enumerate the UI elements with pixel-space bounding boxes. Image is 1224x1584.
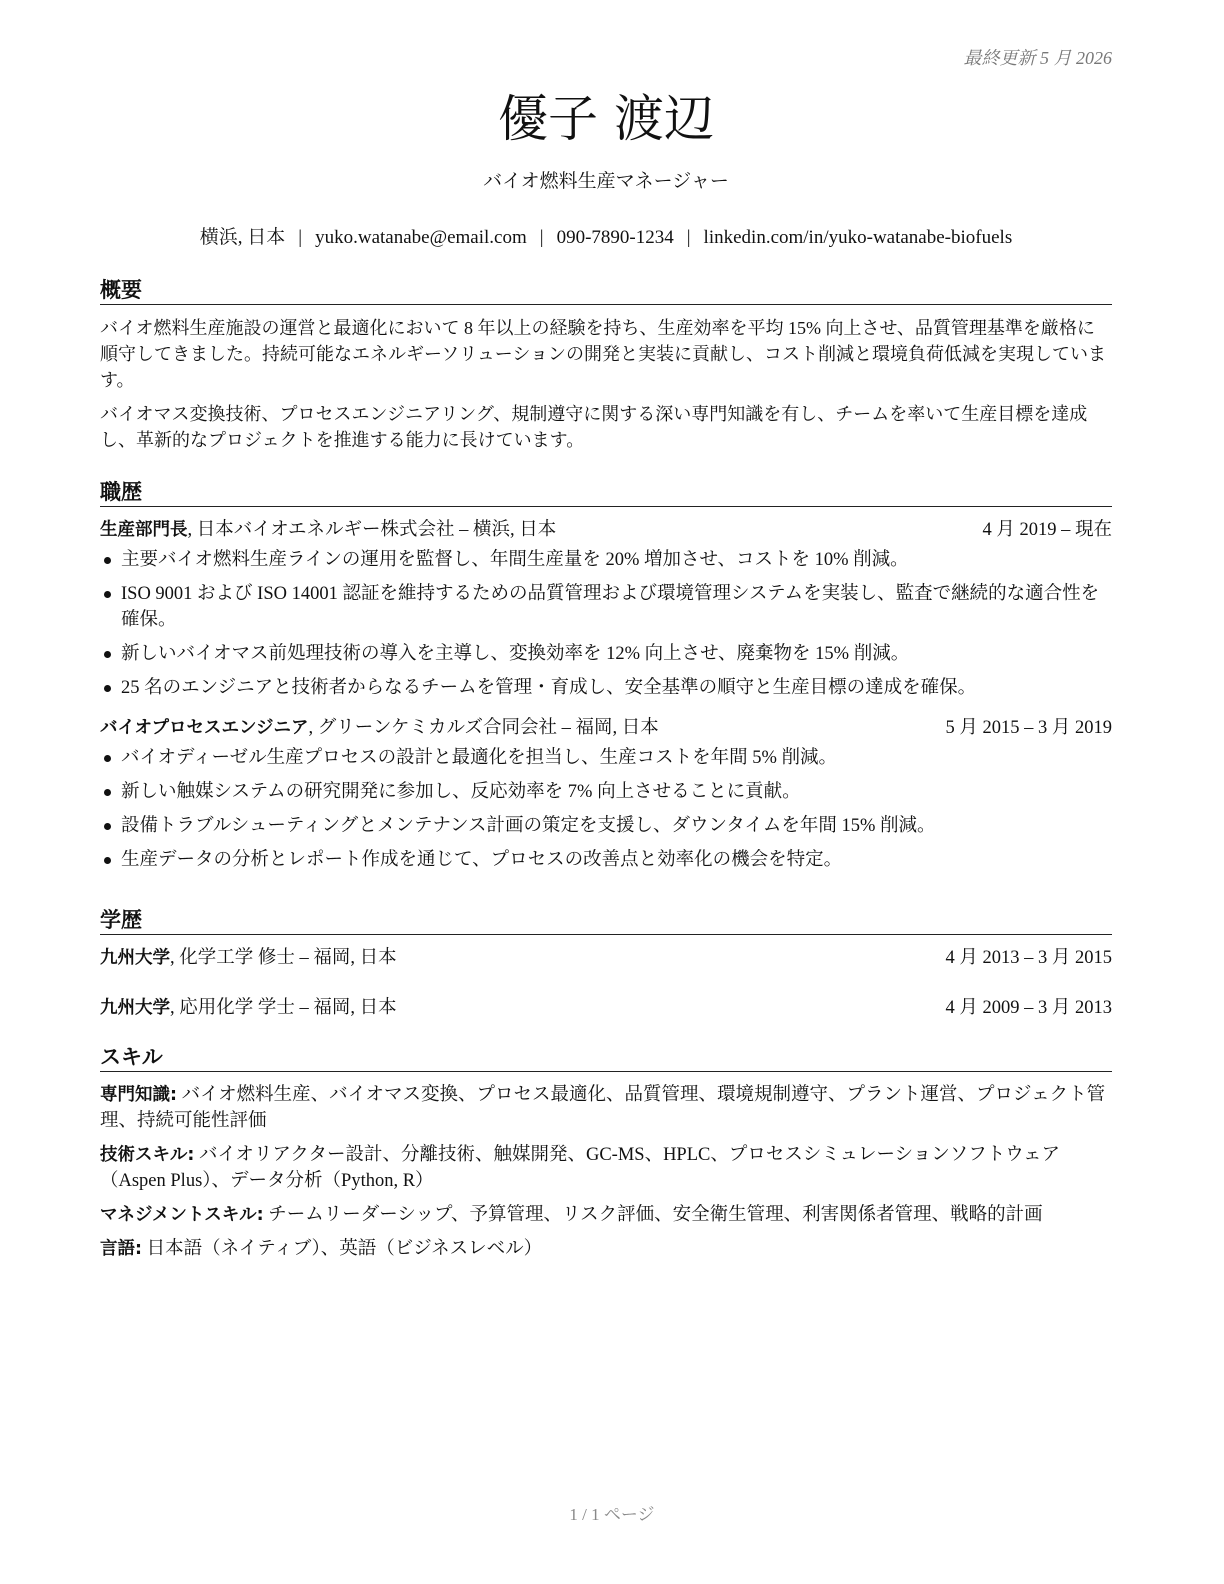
job-bullets	[100, 547, 1112, 701]
contact-location: 横浜, 日本	[199, 227, 286, 248]
skill-line	[100, 1236, 1112, 1262]
education-entry	[100, 945, 1112, 971]
skill-label: 専門知識:	[100, 1085, 177, 1105]
job-role: バイオプロセスエンジニア	[100, 718, 309, 738]
summary-paragraph: バイオ燃料生産施設の運営と最適化において 8 年以上の経験を持ち、生産効率を平均 15% 向上させ、品質管理基準を厳格に順守してきました。持続可能なエネルギーソリューションの開発と実装に貢献し、コスト削減と環境負荷低減を実現しています。	[100, 318, 1107, 390]
contact-separator: |	[298, 227, 303, 248]
job-entry	[100, 517, 1112, 701]
skill-line	[100, 1082, 1112, 1134]
degree-details: , 化学工学 修士 – 福岡, 日本	[170, 948, 397, 968]
skill-text: バイオ燃料生産、バイオマス変換、プロセス最適化、品質管理、環境規制遵守、プラント運営、プロジェクト管理、持続可能性評価	[100, 1085, 1106, 1131]
school-name: 九州大学	[100, 998, 170, 1018]
experience-heading: 職歴	[100, 479, 1112, 507]
skill-text: 日本語（ネイティブ）、英語（ビジネスレベル）	[142, 1239, 543, 1259]
skill-label: マネジメントスキル:	[100, 1205, 264, 1225]
bullet-item: バイオディーゼル生産プロセスの設計と最適化を担当し、生産コストを年間 5% 削減。	[100, 745, 1112, 771]
contact-linkedin[interactable]: linkedin.com/in/yuko-watanabe-biofuels	[703, 227, 1013, 248]
summary-heading: 概要	[100, 277, 1112, 305]
contact-separator: |	[686, 227, 691, 248]
education-dates: 4 月 2009 – 3 月 2013	[945, 998, 1112, 1018]
candidate-name: 優子 渡辺	[498, 90, 714, 148]
skill-text: バイオリアクター設計、分離技術、触媒開発、GC-MS、HPLC、プロセスシミュレーションソフトウェア（Aspen Plus）、データ分析（Python, R）	[100, 1145, 1061, 1191]
degree-details: , 応用化学 学士 – 福岡, 日本	[170, 998, 397, 1018]
bullet-item: 25 名のエンジニアと技術者からなるチームを管理・育成し、安全基準の順守と生産目標の達成を確保。	[100, 675, 1112, 701]
skill-line	[100, 1202, 1112, 1228]
job-company: , 日本バイオエネルギー株式会社 – 横浜, 日本	[187, 520, 557, 540]
skills-section	[100, 1044, 1112, 1270]
job-header	[100, 715, 1112, 741]
skill-line	[100, 1142, 1112, 1194]
school-name: 九州大学	[100, 948, 170, 968]
bullet-item: 新しいバイオマス前処理技術の導入を主導し、変換効率を 12% 向上させ、廃棄物を 15% 削減。	[100, 641, 1112, 667]
education-entry	[100, 995, 1112, 1021]
education-dates: 4 月 2013 – 3 月 2015	[945, 948, 1112, 968]
job-bullets	[100, 745, 1112, 873]
job-entry	[100, 715, 1112, 873]
bullet-item: ISO 9001 および ISO 14001 認証を維持するための品質管理および環境管理システムを実装し、監査で継続的な適合性を確保。	[100, 581, 1112, 633]
bullet-item: 設備トラブルシューティングとメンテナンス計画の策定を支援し、ダウンタイムを年間 15% 削減。	[100, 813, 1112, 839]
contact-separator: |	[539, 227, 544, 248]
job-dates: 5 月 2015 – 3 月 2019	[945, 718, 1112, 738]
education-section	[100, 907, 1112, 1021]
bullet-item: 新しい触媒システムの研究開発に参加し、反応効率を 7% 向上させることに貢献。	[100, 779, 1112, 805]
summary-paragraph: バイオマス変換技術、プロセスエンジニアリング、規制遵守に関する深い専門知識を有し、チームを率いて生産目標を達成し、革新的なプロジェクトを推進する能力に長けています。	[100, 404, 1088, 450]
job-role: 生産部門長	[100, 520, 188, 540]
job-company: , グリーンケミカルズ合同会社 – 福岡, 日本	[308, 718, 659, 738]
contact-line	[100, 224, 1112, 252]
last-updated: 最終更新 5 月 2026	[963, 48, 1112, 68]
job-title: バイオ燃料生産マネージャー	[483, 171, 729, 192]
education-heading: 学歴	[100, 907, 1112, 935]
summary-section	[100, 277, 1112, 461]
skill-label: 技術スキル:	[100, 1145, 195, 1165]
page-number: 1 / 1 ページ	[569, 1505, 655, 1524]
bullet-item: 生産データの分析とレポート作成を通じて、プロセスの改善点と効率化の機会を特定。	[100, 847, 1112, 873]
skill-text: チームリーダーシップ、予算管理、リスク評価、安全衛生管理、利害関係者管理、戦略的計画	[263, 1205, 1043, 1225]
contact-phone[interactable]: 090-7890-1234	[556, 227, 674, 248]
skill-label: 言語:	[100, 1239, 142, 1259]
job-dates: 4 月 2019 – 現在	[982, 520, 1112, 540]
experience-section	[100, 479, 1112, 881]
skills-heading: スキル	[100, 1044, 1112, 1072]
bullet-item: 主要バイオ燃料生産ラインの運用を監督し、年間生産量を 20% 増加させ、コストを 10% 削減。	[100, 547, 1112, 573]
job-header	[100, 517, 1112, 543]
contact-email[interactable]: yuko.watanabe@email.com	[315, 227, 527, 248]
